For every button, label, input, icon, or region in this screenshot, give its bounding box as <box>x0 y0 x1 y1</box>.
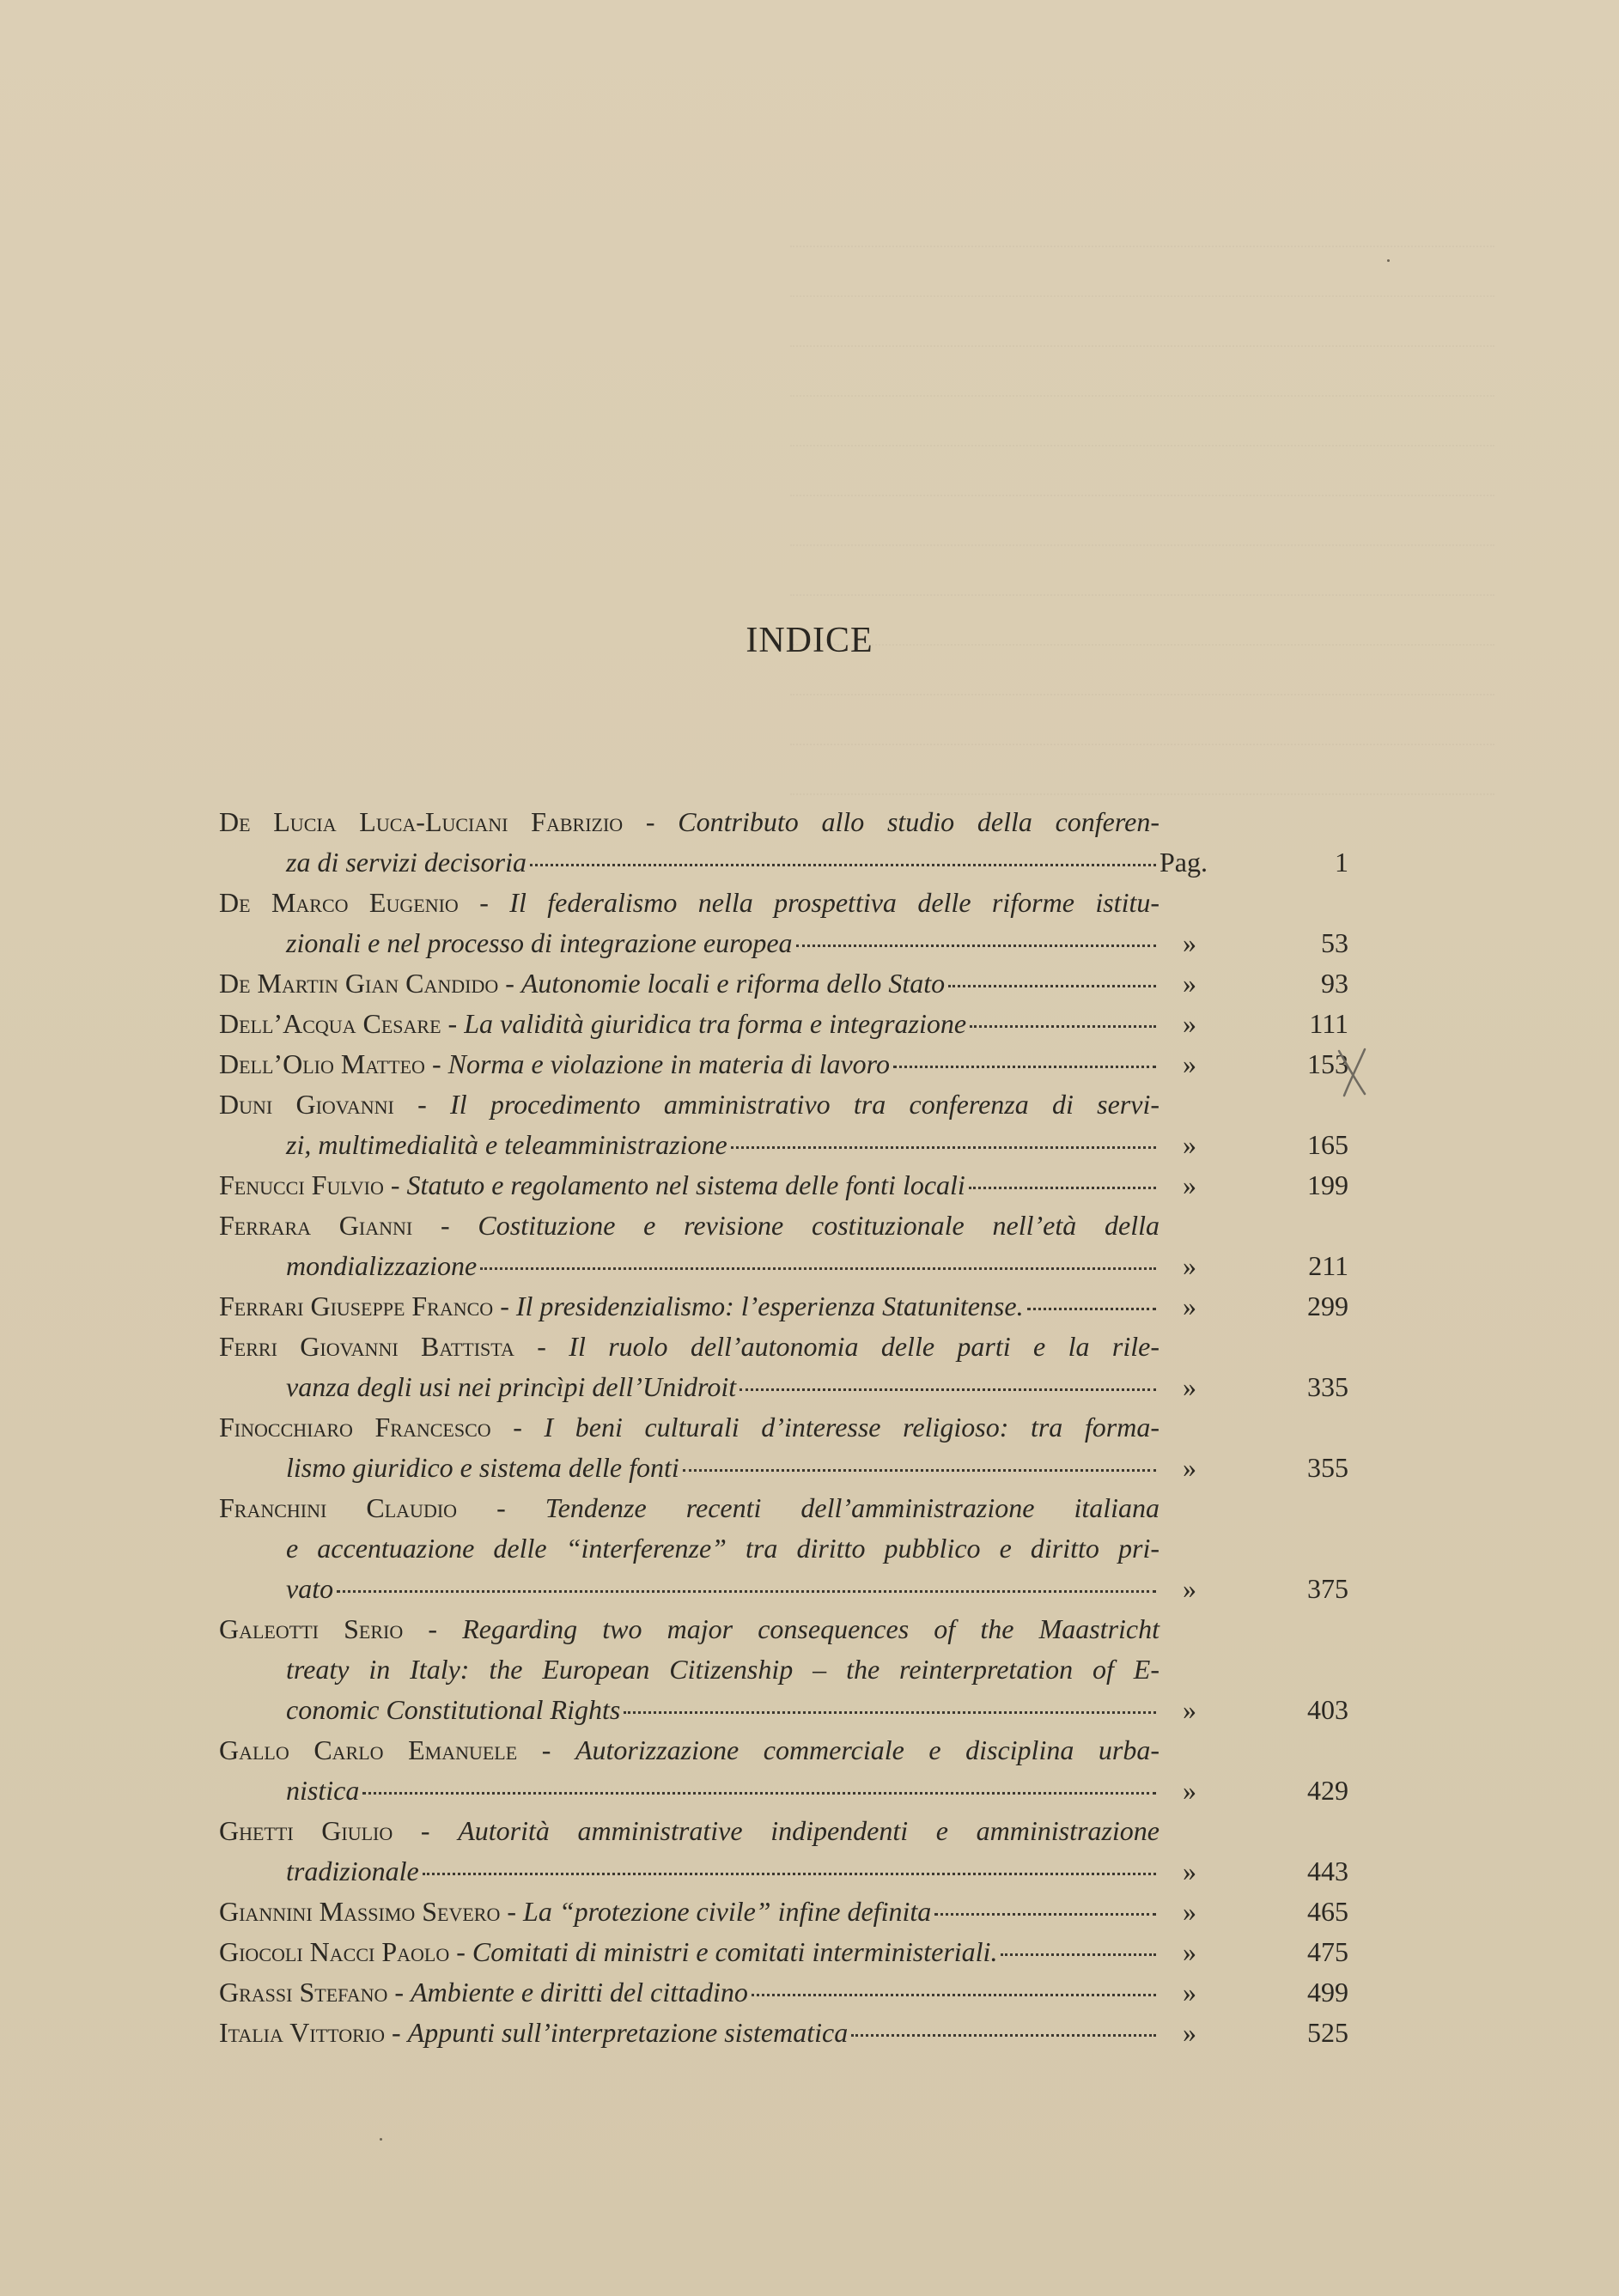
toc-line: Italia Vittorio - Appunti sull’interpretazione sistematica » 525 <box>219 2013 1348 2053</box>
entry-title: Regarding two major consequences of the Maastricht <box>462 1613 1159 1644</box>
toc-line <box>219 1246 1348 1286</box>
leader-dots <box>1027 1308 1156 1310</box>
toc-line: De Martin Gian Candido - Autonomie locali e riforma dello Stato » 93 <box>219 963 1348 1004</box>
toc-entry <box>219 1407 1348 1488</box>
leader-dots <box>948 985 1156 987</box>
entry-title: tradizionale <box>286 1856 419 1886</box>
entry-title: La validità giuridica tra forma e integrazione <box>464 1008 967 1039</box>
entry-title: Il federalismo nella prospettiva delle riforme istitu- <box>509 887 1159 918</box>
entry-author: Grassi Stefano <box>219 1977 388 2007</box>
entry-author: Ferri Giovanni Battista <box>219 1331 514 1362</box>
page-number: 403 <box>1307 1694 1348 1725</box>
ditto-mark: » <box>1183 1573 1196 1604</box>
entry-title: Norma e violazione in materia di lavoro <box>447 1048 890 1079</box>
entry-title: Il presidenzialismo: l’esperienza Statunitense. <box>515 1291 1024 1321</box>
table-of-contents <box>219 802 1348 2053</box>
ditto-mark: » <box>1183 1250 1196 1281</box>
toc-entry <box>219 1811 1348 1892</box>
page-number: 429 <box>1307 1775 1348 1806</box>
toc-entry <box>219 1327 1348 1407</box>
toc-line: Ghetti Giulio - Autorità amministrative indipendenti e amministrazione <box>219 1815 1160 1846</box>
ditto-mark: » <box>1183 1936 1196 1967</box>
entry-author: Giocoli Nacci Paolo <box>219 1936 450 1967</box>
toc-line <box>219 1690 1348 1730</box>
paper-speck <box>1387 259 1390 262</box>
toc-entry <box>219 2013 1348 2053</box>
leader-dots <box>796 945 1156 947</box>
toc-line: Galeotti Serio - Regarding two major consequences of the Maastricht <box>219 1613 1159 1644</box>
entry-title: La “protezione civile” infine definita <box>523 1896 932 1927</box>
entry-author: De Martin Gian Candido <box>219 968 499 999</box>
leader-dots <box>530 864 1156 866</box>
toc-line: Ferrara Gianni - Costituzione e revisione costituzionale nell’età della <box>219 1210 1159 1241</box>
toc-entry <box>219 1730 1348 1811</box>
page-number: 499 <box>1307 1977 1348 2007</box>
entry-title: Autonomie locali e riforma dello Stato <box>520 968 946 999</box>
leader-dots <box>934 1913 1156 1916</box>
leader-dots <box>752 1994 1156 1996</box>
toc-line <box>219 1367 1348 1407</box>
ditto-mark: » <box>1183 1856 1196 1886</box>
leader-dots <box>731 1146 1156 1149</box>
toc-line <box>219 1851 1348 1892</box>
toc-entry <box>219 802 1348 883</box>
toc-entry <box>219 1084 1348 1165</box>
page-number: 1 <box>1335 847 1348 878</box>
leader-dots <box>683 1469 1156 1472</box>
entry-author: Ghetti Giulio <box>219 1815 393 1846</box>
ditto-mark: » <box>1183 1452 1196 1483</box>
leader-dots <box>893 1066 1156 1068</box>
toc-line: Franchini Claudio - Tendenze recenti dell’amministrazione italiana <box>219 1492 1160 1523</box>
leader-dots <box>970 1025 1156 1028</box>
entry-author: Giannini Massimo Severo <box>219 1896 501 1927</box>
entry-title: Contributo allo studio della conferen- <box>678 806 1160 837</box>
page-number: 443 <box>1307 1856 1348 1886</box>
entry-author: Dell’Acqua Cesare <box>219 1008 441 1039</box>
entry-author: Galeotti Serio <box>219 1613 404 1644</box>
entry-author: De Lucia Luca-Luciani Fabrizio <box>219 806 624 837</box>
page-number: 199 <box>1307 1169 1348 1200</box>
leader-dots <box>969 1187 1156 1189</box>
toc-line: Giannini Massimo Severo - La “protezione civile” infine definita » 465 <box>219 1892 1348 1932</box>
toc-line: De Lucia Luca-Luciani Fabrizio - Contributo allo studio della conferen- <box>219 806 1160 837</box>
page-label: Pag. <box>1159 847 1208 878</box>
entry-author: Dell’Olio Matteo <box>219 1048 425 1079</box>
toc-line: Ferri Giovanni Battista - Il ruolo dell’autonomia delle parti e la rile- <box>219 1331 1160 1362</box>
entry-author: Italia Vittorio <box>219 2017 385 2048</box>
toc-entry <box>219 1972 1348 2013</box>
toc-entry <box>219 1609 1348 1730</box>
entry-title: Appunti sull’interpretazione sistematica <box>407 2017 849 2048</box>
toc-entry <box>219 1004 1348 1044</box>
ditto-mark: » <box>1183 1008 1196 1039</box>
toc-entry <box>219 1932 1348 1972</box>
ditto-mark: » <box>1183 927 1196 958</box>
page-title: INDICE <box>746 621 873 660</box>
toc-line: Giocoli Nacci Paolo - Comitati di ministri e comitati interministeriali. » 475 <box>219 1932 1348 1972</box>
ditto-mark: » <box>1183 1129 1196 1160</box>
toc-line <box>219 1771 1348 1811</box>
entry-title: zi, multimedialità e teleamministrazione <box>286 1129 727 1160</box>
entry-title: Tendenze recenti dell’amministrazione italiana <box>545 1492 1160 1523</box>
entry-title: Statuto e regolamento nel sistema delle fonti locali <box>406 1169 965 1200</box>
entry-title: lismo giuridico e sistema delle fonti <box>286 1452 679 1483</box>
page-number: 93 <box>1321 968 1348 999</box>
entry-title: Comitati di ministri e comitati interministeriali. <box>472 1936 998 1967</box>
entry-title: nistica <box>286 1775 360 1806</box>
ditto-mark: » <box>1183 1977 1196 2007</box>
entry-title: conomic Constitutional Rights <box>286 1694 621 1725</box>
ditto-mark: » <box>1183 1169 1196 1200</box>
toc-line: Duni Giovanni - Il procedimento amministrativo tra conferenza di servi- <box>219 1089 1160 1120</box>
ditto-mark: » <box>1183 1291 1196 1321</box>
toc-entry <box>219 963 1348 1004</box>
ditto-mark: » <box>1183 1371 1196 1402</box>
ditto-mark: » <box>1183 2017 1196 2048</box>
entry-title: Il ruolo dell’autonomia delle parti e la rile- <box>569 1331 1160 1362</box>
page-number: 165 <box>1307 1129 1348 1160</box>
entry-title: Autorizzazione commerciale e disciplina urba- <box>575 1734 1159 1765</box>
page-number: 335 <box>1307 1371 1348 1402</box>
entry-title: I beni culturali d’interesse religioso: tra forma- <box>544 1412 1160 1443</box>
page-number: 525 <box>1307 2017 1348 2048</box>
entry-author: Franchini Claudio <box>219 1492 458 1523</box>
entry-author: Gallo Carlo Emanuele <box>219 1734 518 1765</box>
page-number: 111 <box>1309 1008 1348 1039</box>
toc-line <box>219 1569 1348 1609</box>
ditto-mark: » <box>1183 1048 1196 1079</box>
toc-entry <box>219 1892 1348 1932</box>
toc-line: Finocchiaro Francesco - I beni culturali d’interesse religioso: tra forma- <box>219 1412 1160 1443</box>
page-number: 153 <box>1307 1048 1348 1079</box>
page-number: 355 <box>1307 1452 1348 1483</box>
entry-title: mondializzazione <box>286 1250 478 1281</box>
pencil-mark-x-icon <box>1336 1046 1370 1097</box>
paper-speck <box>380 2138 382 2141</box>
entry-title: Il procedimento amministrativo tra conferenza di servi- <box>450 1089 1160 1120</box>
page-number: 299 <box>1307 1291 1348 1321</box>
entry-author: De Marco Eugenio <box>219 887 459 918</box>
entry-author: Finocchiaro Francesco <box>219 1412 491 1443</box>
page-number: 211 <box>1308 1250 1348 1281</box>
page-number: 465 <box>1307 1896 1348 1927</box>
toc-line: Dell’Acqua Cesare - La validità giuridica tra forma e integrazione » 111 <box>219 1004 1348 1044</box>
entry-title: Costituzione e revisione costituzionale nell’età della <box>478 1210 1159 1241</box>
leader-dots <box>740 1388 1156 1391</box>
bleed-through <box>790 197 1494 816</box>
leader-dots <box>337 1590 1156 1593</box>
ditto-mark: » <box>1183 968 1196 999</box>
ditto-mark: » <box>1183 1694 1196 1725</box>
entry-title: vanza degli usi nei princìpi dell’Unidroit <box>286 1371 737 1402</box>
page-number: 53 <box>1321 927 1348 958</box>
toc-entry <box>219 1044 1348 1084</box>
toc-line: Dell’Olio Matteo - Norma e violazione in materia di lavoro » 153 <box>219 1044 1348 1084</box>
entry-title: treaty in Italy: the European Citizenship – the reinterpretation of E- <box>286 1654 1159 1685</box>
ditto-mark: » <box>1183 1896 1196 1927</box>
toc-line: De Marco Eugenio - Il federalismo nella prospettiva delle riforme istitu- <box>219 887 1159 918</box>
toc-line: Ferrari Giuseppe Franco - Il presidenzialismo: l’esperienza Statunitense. » 299 <box>219 1286 1348 1327</box>
page-number: 475 <box>1307 1936 1348 1967</box>
ditto-mark: » <box>1183 1775 1196 1806</box>
entry-author: Duni Giovanni <box>219 1089 394 1120</box>
toc-entry <box>219 1206 1348 1286</box>
toc-entry <box>219 1165 1348 1206</box>
page-number: 375 <box>1307 1573 1348 1604</box>
leader-dots <box>624 1711 1156 1714</box>
toc-line <box>219 923 1348 963</box>
entry-author: Ferrara Gianni <box>219 1210 413 1241</box>
toc-line: Fenucci Fulvio - Statuto e regolamento nel sistema delle fonti locali » 199 <box>219 1165 1348 1206</box>
entry-author: Ferrari Giuseppe Franco <box>219 1291 494 1321</box>
leader-dots <box>851 2034 1156 2037</box>
leader-dots <box>1001 1953 1156 1956</box>
entry-title: zionali e nel processo di integrazione europea <box>286 927 793 958</box>
toc-line <box>219 1649 1348 1690</box>
toc-line <box>219 1448 1348 1488</box>
leader-dots <box>480 1267 1156 1270</box>
toc-line <box>219 1528 1348 1569</box>
leader-dots <box>423 1873 1156 1875</box>
entry-author: Fenucci Fulvio <box>219 1169 384 1200</box>
toc-line: Gallo Carlo Emanuele - Autorizzazione commerciale e disciplina urba- <box>219 1734 1159 1765</box>
entry-title: vato <box>286 1573 334 1604</box>
toc-entry <box>219 1286 1348 1327</box>
entry-title: Autorità amministrative indipendenti e amministrazione <box>458 1815 1160 1846</box>
leader-dots <box>362 1792 1156 1795</box>
toc-line <box>219 842 1348 883</box>
entry-title: e accentuazione delle “interferenze” tra diritto pubblico e diritto pri- <box>286 1533 1159 1564</box>
entry-title: Ambiente e diritti del cittadino <box>411 1977 748 2007</box>
toc-entry <box>219 1488 1348 1609</box>
toc-entry <box>219 883 1348 963</box>
toc-line <box>219 1125 1348 1165</box>
toc-line: Grassi Stefano - Ambiente e diritti del cittadino » 499 <box>219 1972 1348 2013</box>
entry-title: za di servizi decisoria <box>286 847 526 878</box>
